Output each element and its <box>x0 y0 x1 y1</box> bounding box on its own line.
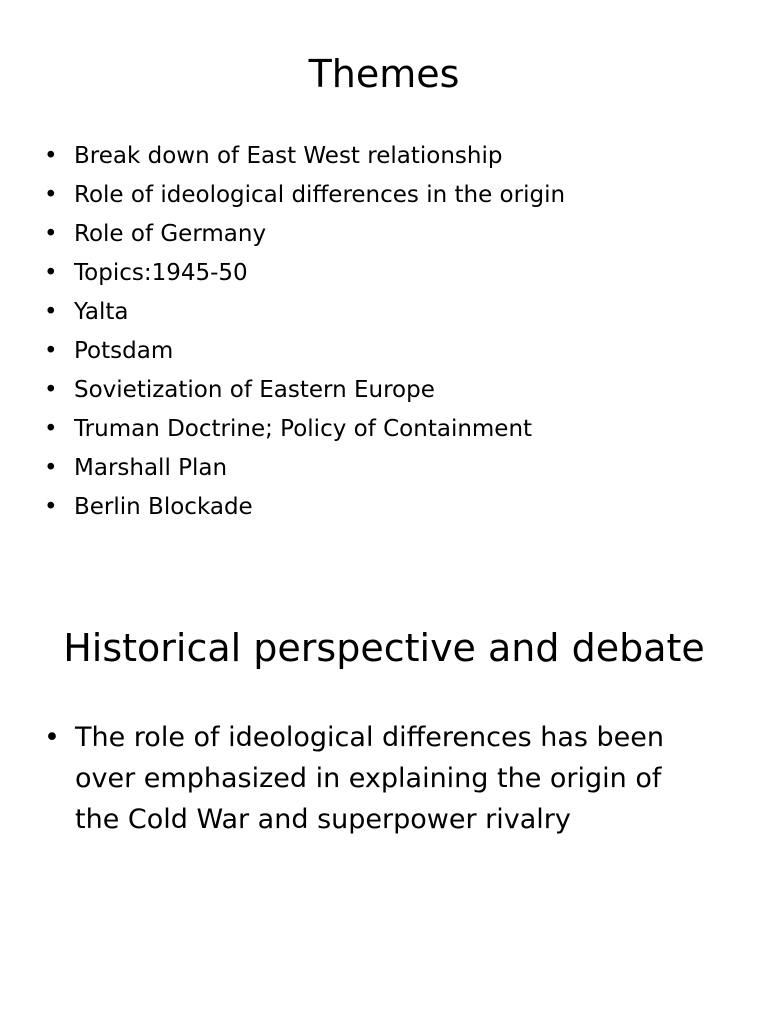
bullet-icon: • <box>44 377 58 403</box>
bullet-icon: • <box>44 722 60 753</box>
list-item-text: Yalta <box>74 299 129 325</box>
slide-title: Historical perspective and debate <box>63 626 705 670</box>
list-item-text: Potsdam <box>74 338 174 364</box>
bullet-list <box>44 137 734 527</box>
list-item <box>44 488 734 527</box>
list-item <box>44 449 734 488</box>
list-item-text: Berlin Blockade <box>74 494 253 520</box>
bullet-icon: • <box>44 494 58 520</box>
bullet-icon: • <box>44 338 58 364</box>
bullet-list <box>44 717 704 840</box>
list-item <box>44 176 734 215</box>
list-item <box>44 254 734 293</box>
list-item-text: Marshall Plan <box>74 455 228 481</box>
list-item-text: Truman Doctrine; Policy of Containment <box>74 416 533 442</box>
list-item-text: Break down of East West relationship <box>74 143 503 169</box>
list-item <box>44 410 734 449</box>
list-item <box>44 215 734 254</box>
list-item <box>44 293 734 332</box>
list-item <box>44 371 734 410</box>
bullet-icon: • <box>44 416 58 442</box>
list-item-text: Role of Germany <box>74 221 267 247</box>
list-item <box>44 332 734 371</box>
list-item <box>44 137 734 176</box>
slide-historical-perspective <box>0 560 768 1024</box>
list-item-text: The role of ideological differences has been over emphasized in explaining the origin of the Cold War and superpower rivalry <box>75 722 665 835</box>
list-item-text: Sovietization of Eastern Europe <box>74 377 435 403</box>
bullet-icon: • <box>44 299 58 325</box>
slide-title: Themes <box>308 52 460 96</box>
list-item <box>44 717 704 840</box>
bullet-icon: • <box>44 260 58 286</box>
list-item-text: Role of ideological differences in the origin <box>74 182 566 208</box>
bullet-icon: • <box>44 143 58 169</box>
bullet-icon: • <box>44 221 58 247</box>
bullet-icon: • <box>44 455 58 481</box>
list-item-text: Topics:1945-50 <box>74 260 248 286</box>
bullet-icon: • <box>44 182 58 208</box>
